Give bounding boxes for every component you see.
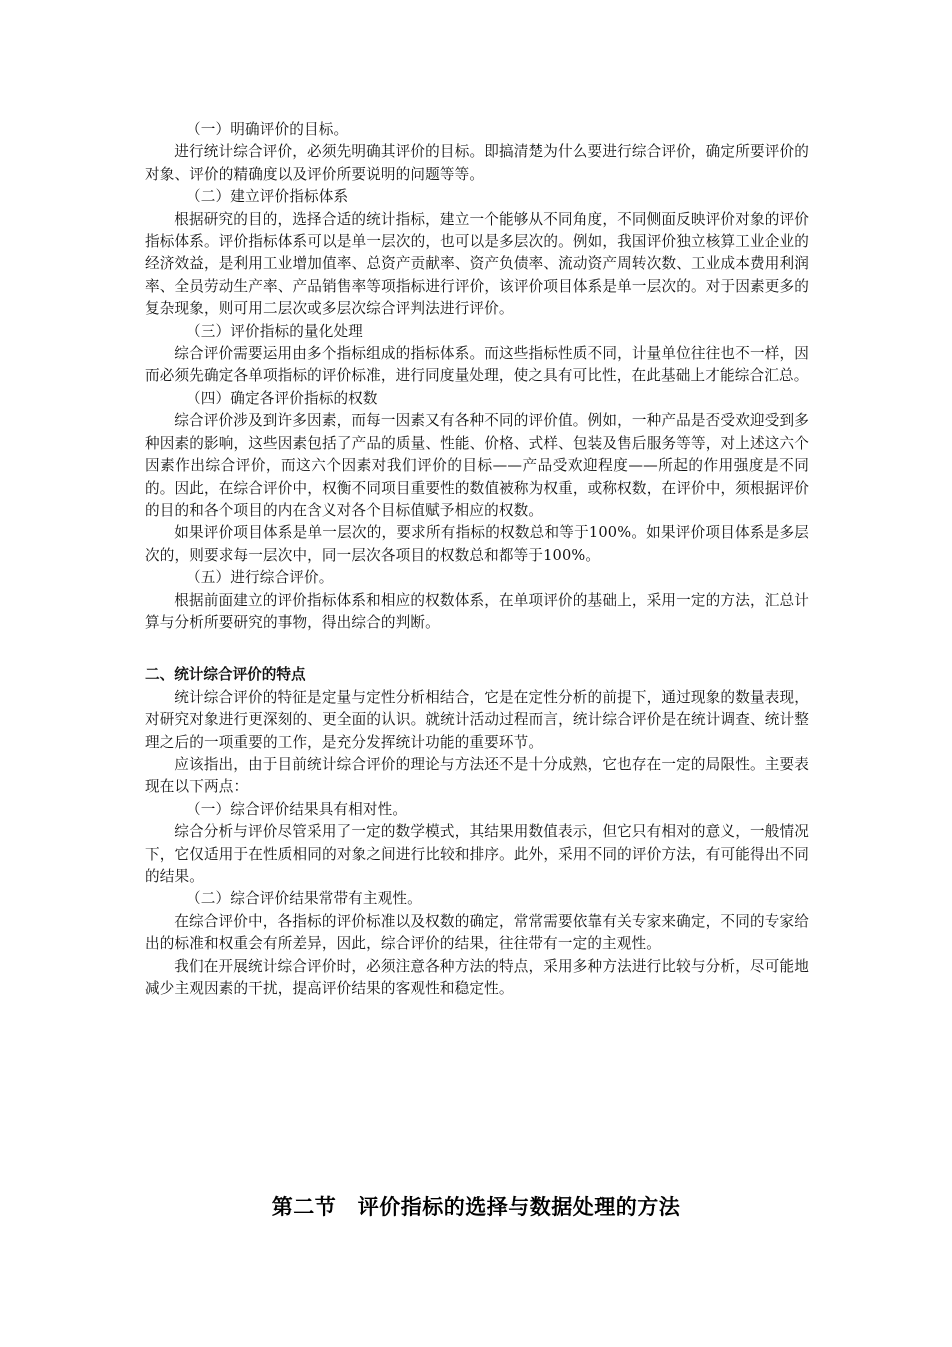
body-paragraph: 综合评价需要运用由多个指标组成的指标体系。而这些指标性质不同，计量单位往往也不一样，因而必须先确定各单项指标的评价标准，进行同度量处理，使之具有可比性，在此基础上才能综合汇总。: [145, 345, 809, 385]
subsection-heading: （二）建立评价指标体系: [186, 188, 349, 206]
subsection-heading: （一）明确评价的目标。: [186, 121, 349, 138]
subsection-heading: （三）评价指标的量化处理: [186, 322, 363, 340]
subsection-heading: （二）综合评价结果常带有主观性。: [186, 890, 422, 908]
body-paragraph: 应该指出，由于目前统计综合评价的理论与方法还不是十分成熟，它也存在一定的局限性。主要表现在以下两点：: [145, 755, 809, 796]
section-title: 第二节 评价指标的选择与数据处理的方法: [271, 1195, 681, 1219]
body-paragraph: 综合分析与评价尽管采用了一定的数学模式，其结果用数值表示，但它只有相对的意义，一般情况下，它仅适用于在性质相同的对象之间进行比较和排序。此外，采用不同的评价方法，有可能得出不同的结果。: [145, 823, 809, 885]
subsection-heading: （一）综合评价结果具有相对性。: [186, 800, 408, 818]
body-paragraph: 统计综合评价的特征是定量与定性分析相结合，它是在定性分析的前提下，通过现象的数量表现，对研究对象进行更深刻的、更全面的认识。就统计活动过程而言，统计综合评价是在统计调查、统计整理之后的一项重要的工作，是充分发挥统计功能的重要环节。: [145, 688, 809, 751]
body-paragraph: 我们在开展统计综合评价时，必须注意各种方法的特点，采用多种方法进行比较与分析，尽可能地减少主观因素的干扰，提高评价结果的客观性和稳定性。: [145, 957, 809, 998]
body-paragraph: 如果评价项目体系是单一层次的，要求所有指标的权数总和等于100%。如果评价项目体系是多层次的，则要求每一层次中，同一层次各项目的权数总和都等于100%。: [145, 524, 809, 564]
body-paragraph: 在综合评价中，各指标的评价标准以及权数的确定，常常需要依靠有关专家来确定，不同的专家给出的标准和权重会有所差异，因此，综合评价的结果，往往带有一定的主观性。: [145, 912, 809, 953]
body-paragraph: 综合评价涉及到许多因素，而每一因素又有各种不同的评价值。例如，一种产品是否受欢迎受到多种因素的影响，这些因素包括了产品的质量、性能、价格、式样、包装及售后服务等等，对上述这六个因素作出综合评价，而这六个因素对我们评价的目标——产品受欢迎程度——所起的作用强度是不同的。因此，在综合评价中，权衡不同项目重要性的数值被称为权重，或称权数，在评价中，须根据评价的目的和各个项目的内在含义对各个目标值赋予相应的权数。: [145, 412, 809, 519]
subsection-heading: （五）进行综合评价。: [186, 569, 334, 587]
body-paragraph: 进行统计综合评价，必须先明确其评价的目标。即搞清楚为什么要进行综合评价，确定所要评价的对象、评价的精确度以及评价所要说明的问题等等。: [145, 143, 809, 183]
section-heading: 二、统计综合评价的特点: [145, 666, 306, 684]
document-body: [145, 119, 809, 1000]
body-paragraph: 根据研究的目的，选择合适的统计指标，建立一个能够从不同角度，不同侧面反映评价对象的评价指标体系。评价指标体系可以是单一层次的，也可以是多层次的。例如，我国评价独立核算工业企业的经济效益，是利用工业增加值率、总资产贡献率、资产负债率、流动资产周转次数、工业成本费用利润率、全员劳动生产率、产品销售率等项指标进行评价，该评价项目体系是单一层次的。对于因素更多的复杂现象，则可用二层次或多层次综合评判法进行评价。: [145, 210, 809, 318]
blank-line: [145, 634, 809, 664]
body-paragraph: 根据前面建立的评价指标体系和相应的权数体系，在单项评价的基础上，采用一定的方法，汇总计算与分析所要研究的事物，得出综合的判断。: [145, 591, 809, 631]
subsection-heading: （四）确定各评价指标的权数: [186, 389, 378, 407]
